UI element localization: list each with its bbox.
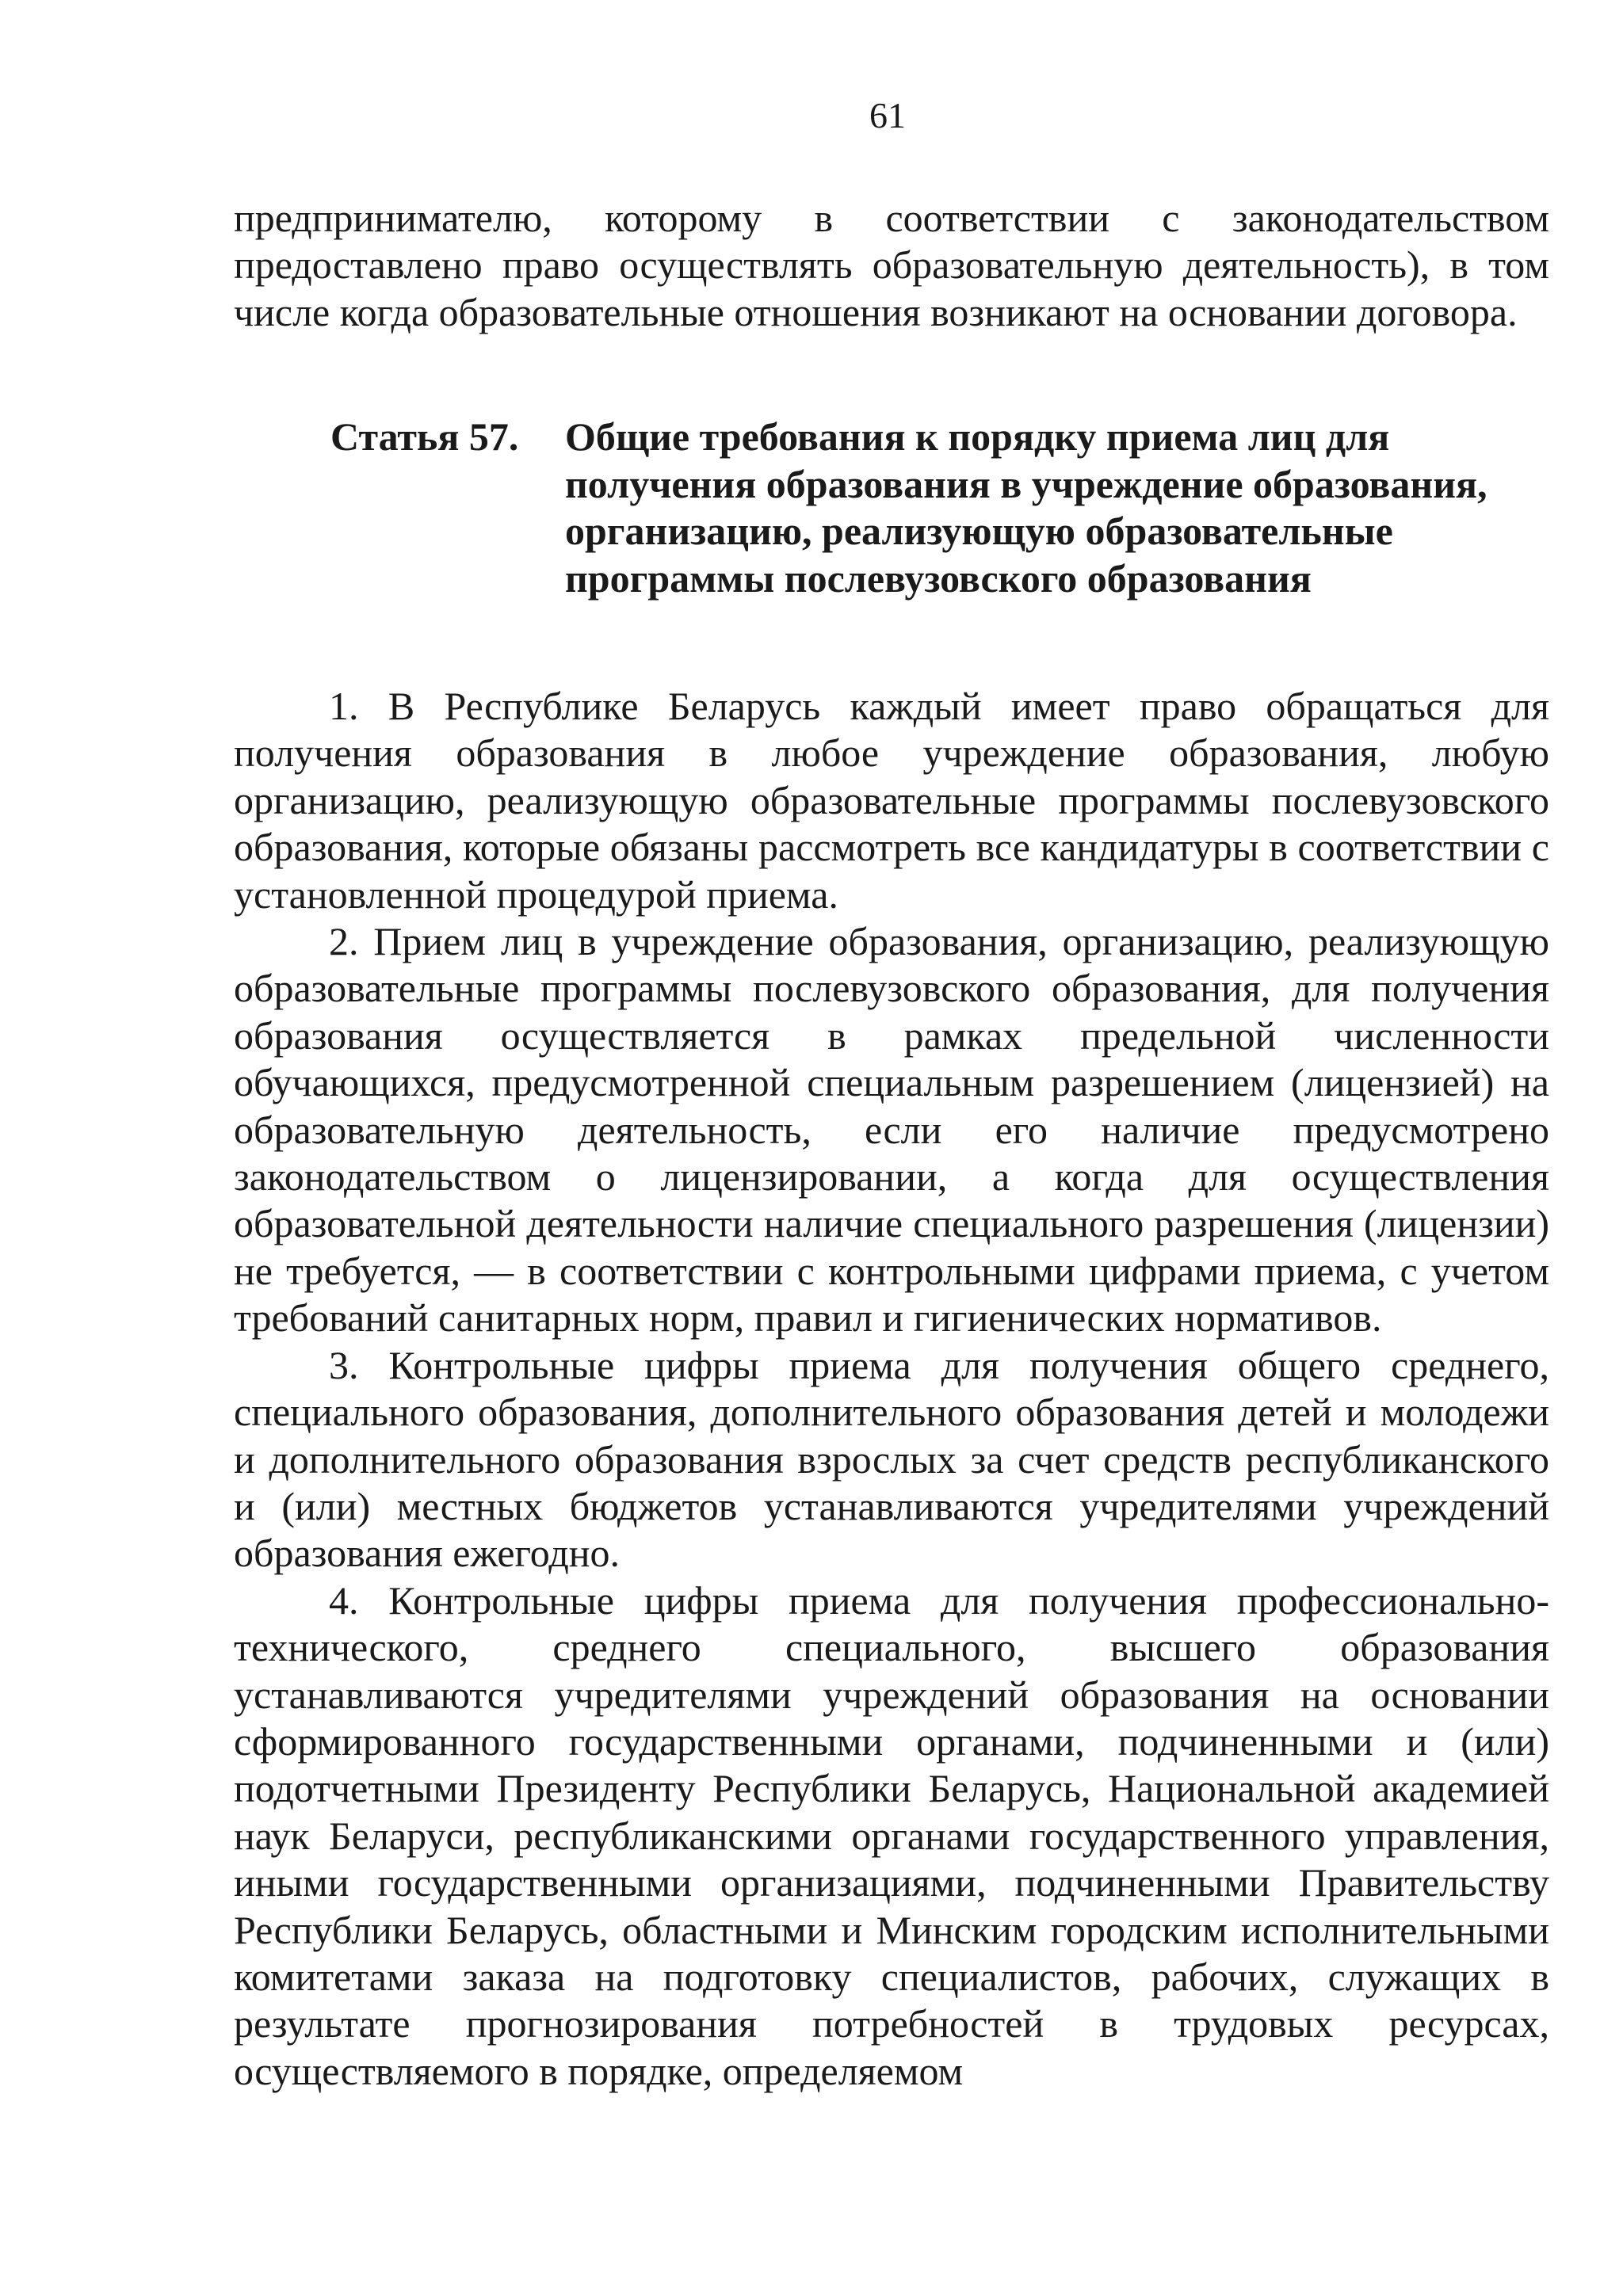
continuation-paragraph: [234, 195, 1549, 336]
paragraph-1: 1. В Республике Беларусь каждый имеет право обращаться для получения образования в любое учреждение образования, любую организацию, реализующую образовательные программы послевузовского образования, которые обязаны рассмотреть все кандидатуры в соответствии с установленной процедурой приема.: [234, 684, 1549, 917]
paragraph-3: 3. Контрольные цифры приема для получения общего среднего, специального образования, дополнительного образования детей и молодежи и дополнительного образования взрослых за счет средств республиканского и (или) местных бюджетов устанавливаются учредителями учреждений образования ежегодно.: [234, 1342, 1549, 1576]
continuation-text: предпринимателю, которому в соответствии с законодательством предоставлено право осуществлять образовательную деятельность), в том числе когда образовательные отношения возникают на основании договора.: [234, 196, 1549, 334]
paragraph-4: 4. Контрольные цифры приема для получения профессионально-технического, среднего специального, высшего образования устанавливаются учредителями учреждений образования на основании сформированного государственными органами, подчиненными и (или) подотчетными Президенту Республики Беларусь, Национальной академией наук Беларуси, республиканскими органами государственного управления, иными государственными организациями, подчиненными Правительству Республики Беларусь, областными и Минским городским исполнительными комитетами заказа на подготовку специалистов, рабочих, служащих в результате прогнозирования потребностей в трудовых ресурсах, осуществляемого в порядке, определяемом: [234, 1577, 1549, 2093]
article-number: Статья 57.: [330, 414, 519, 459]
page-number: 61: [869, 95, 906, 135]
paragraph-2: 2. Прием лиц в учреждение образования, организацию, реализующую образовательные программы послевузовского образования, для получения образования осуществляется в рамках предельной численности обучающихся, предусмотренной специальным разрешением (лицензией) на образовательную деятельность, если его наличие предусмотрено законодательством о лицензировании, а когда для осуществления образовательной деятельности наличие специального разрешения (лицензии) не требуется, — в соответствии с контрольными цифрами приема, с учетом требований санитарных норм, правил и гигиенических нормативов.: [234, 919, 1549, 1341]
article-body: [234, 683, 1549, 2095]
article-heading: [234, 414, 1549, 602]
article-title: Общие требования к порядку приема лиц для получения образования в учреждение образования, организацию, реализующую образовательные программы послевузовского образования: [565, 414, 1487, 601]
